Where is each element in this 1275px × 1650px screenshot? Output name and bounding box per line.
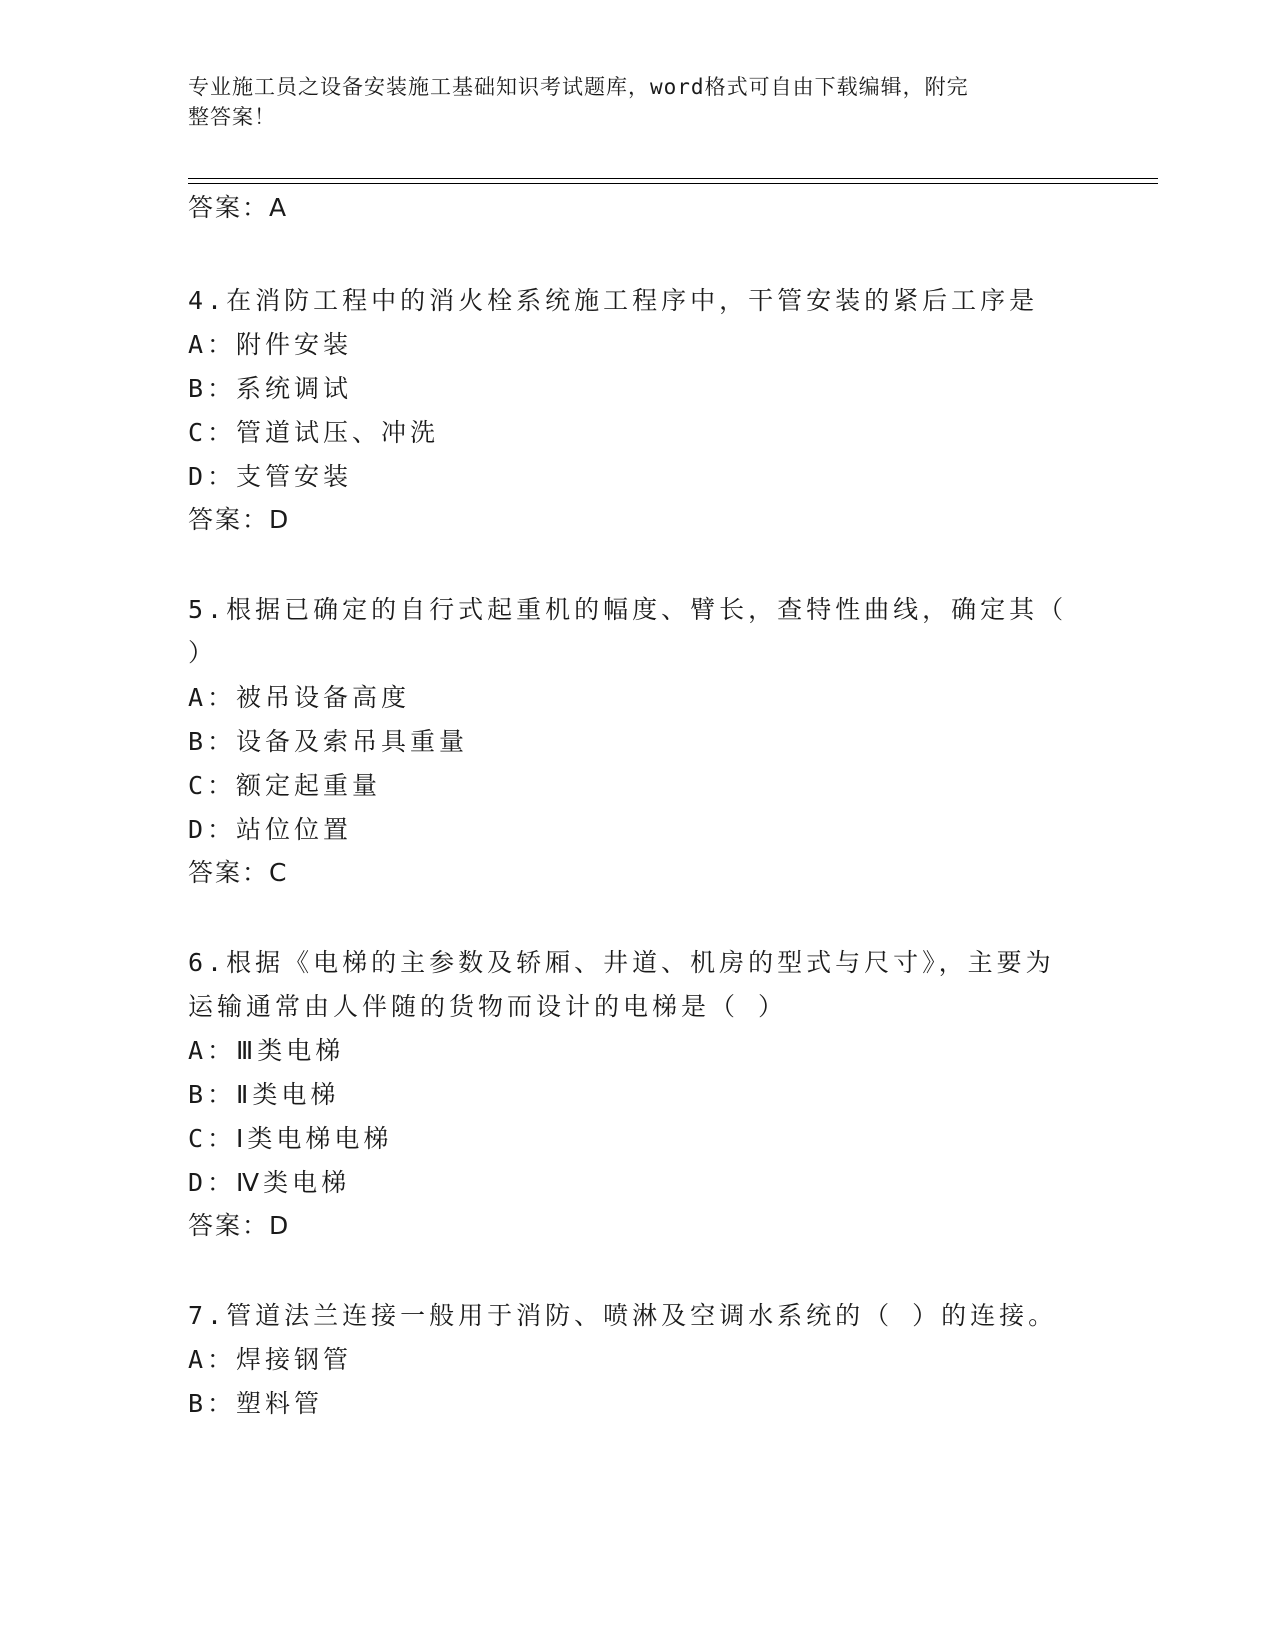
- question-4-stem: 4.在消防工程中的消火栓系统施工程序中，干管安装的紧后工序是: [188, 286, 1039, 315]
- question-4-option-b: B：系统调试: [188, 374, 353, 403]
- header-line-1: 专业施工员之设备安装施工基础知识考试题库，word格式可自由下载编辑，附完: [188, 75, 969, 99]
- question-6-stem-cont: 运输通常由人伴随的货物而设计的电梯是（ ）: [188, 992, 788, 1021]
- question-7-stem: 7.管道法兰连接一般用于消防、喷淋及空调水系统的（ ）的连接。: [188, 1301, 1058, 1330]
- previous-answer: 答案：A: [188, 193, 289, 222]
- question-5-option-c: C：额定起重量: [188, 771, 382, 800]
- question-5-stem-cont: ）: [188, 638, 218, 667]
- question-6-stem: 6.根据《电梯的主参数及轿厢、井道、机房的型式与尺寸》，主要为: [188, 948, 1055, 977]
- question-4-option-a: A：附件安装: [188, 330, 353, 359]
- question-5-stem: 5.根据已确定的自行式起重机的幅度、臂长，查特性曲线，确定其（: [188, 595, 1068, 624]
- question-6-option-c: C：Ⅰ类电梯电梯: [188, 1124, 393, 1153]
- question-6-answer: 答案：D: [188, 1211, 291, 1240]
- question-5-answer: 答案：C: [188, 858, 289, 887]
- header-divider-top: [188, 178, 1158, 179]
- question-4-answer: 答案：D: [188, 505, 291, 534]
- question-7-option-b: B：塑料管: [188, 1389, 324, 1418]
- question-5-option-a: A：被吊设备高度: [188, 683, 411, 712]
- question-4-option-c: C：管道试压、冲洗: [188, 418, 440, 447]
- question-5-option-b: B：设备及索吊具重量: [188, 727, 469, 756]
- question-6-option-d: D：Ⅳ类电梯: [188, 1168, 351, 1197]
- question-6-option-b: B：Ⅱ类电梯: [188, 1080, 340, 1109]
- question-5-option-d: D：站位位置: [188, 815, 353, 844]
- question-7-option-a: A：焊接钢管: [188, 1345, 353, 1374]
- question-6-option-a: A：Ⅲ类电梯: [188, 1036, 345, 1065]
- question-4-option-d: D：支管安装: [188, 462, 353, 491]
- header-divider-bottom: [188, 183, 1158, 184]
- document-header: [188, 72, 1088, 132]
- header-line-2: 整答案！: [188, 105, 276, 129]
